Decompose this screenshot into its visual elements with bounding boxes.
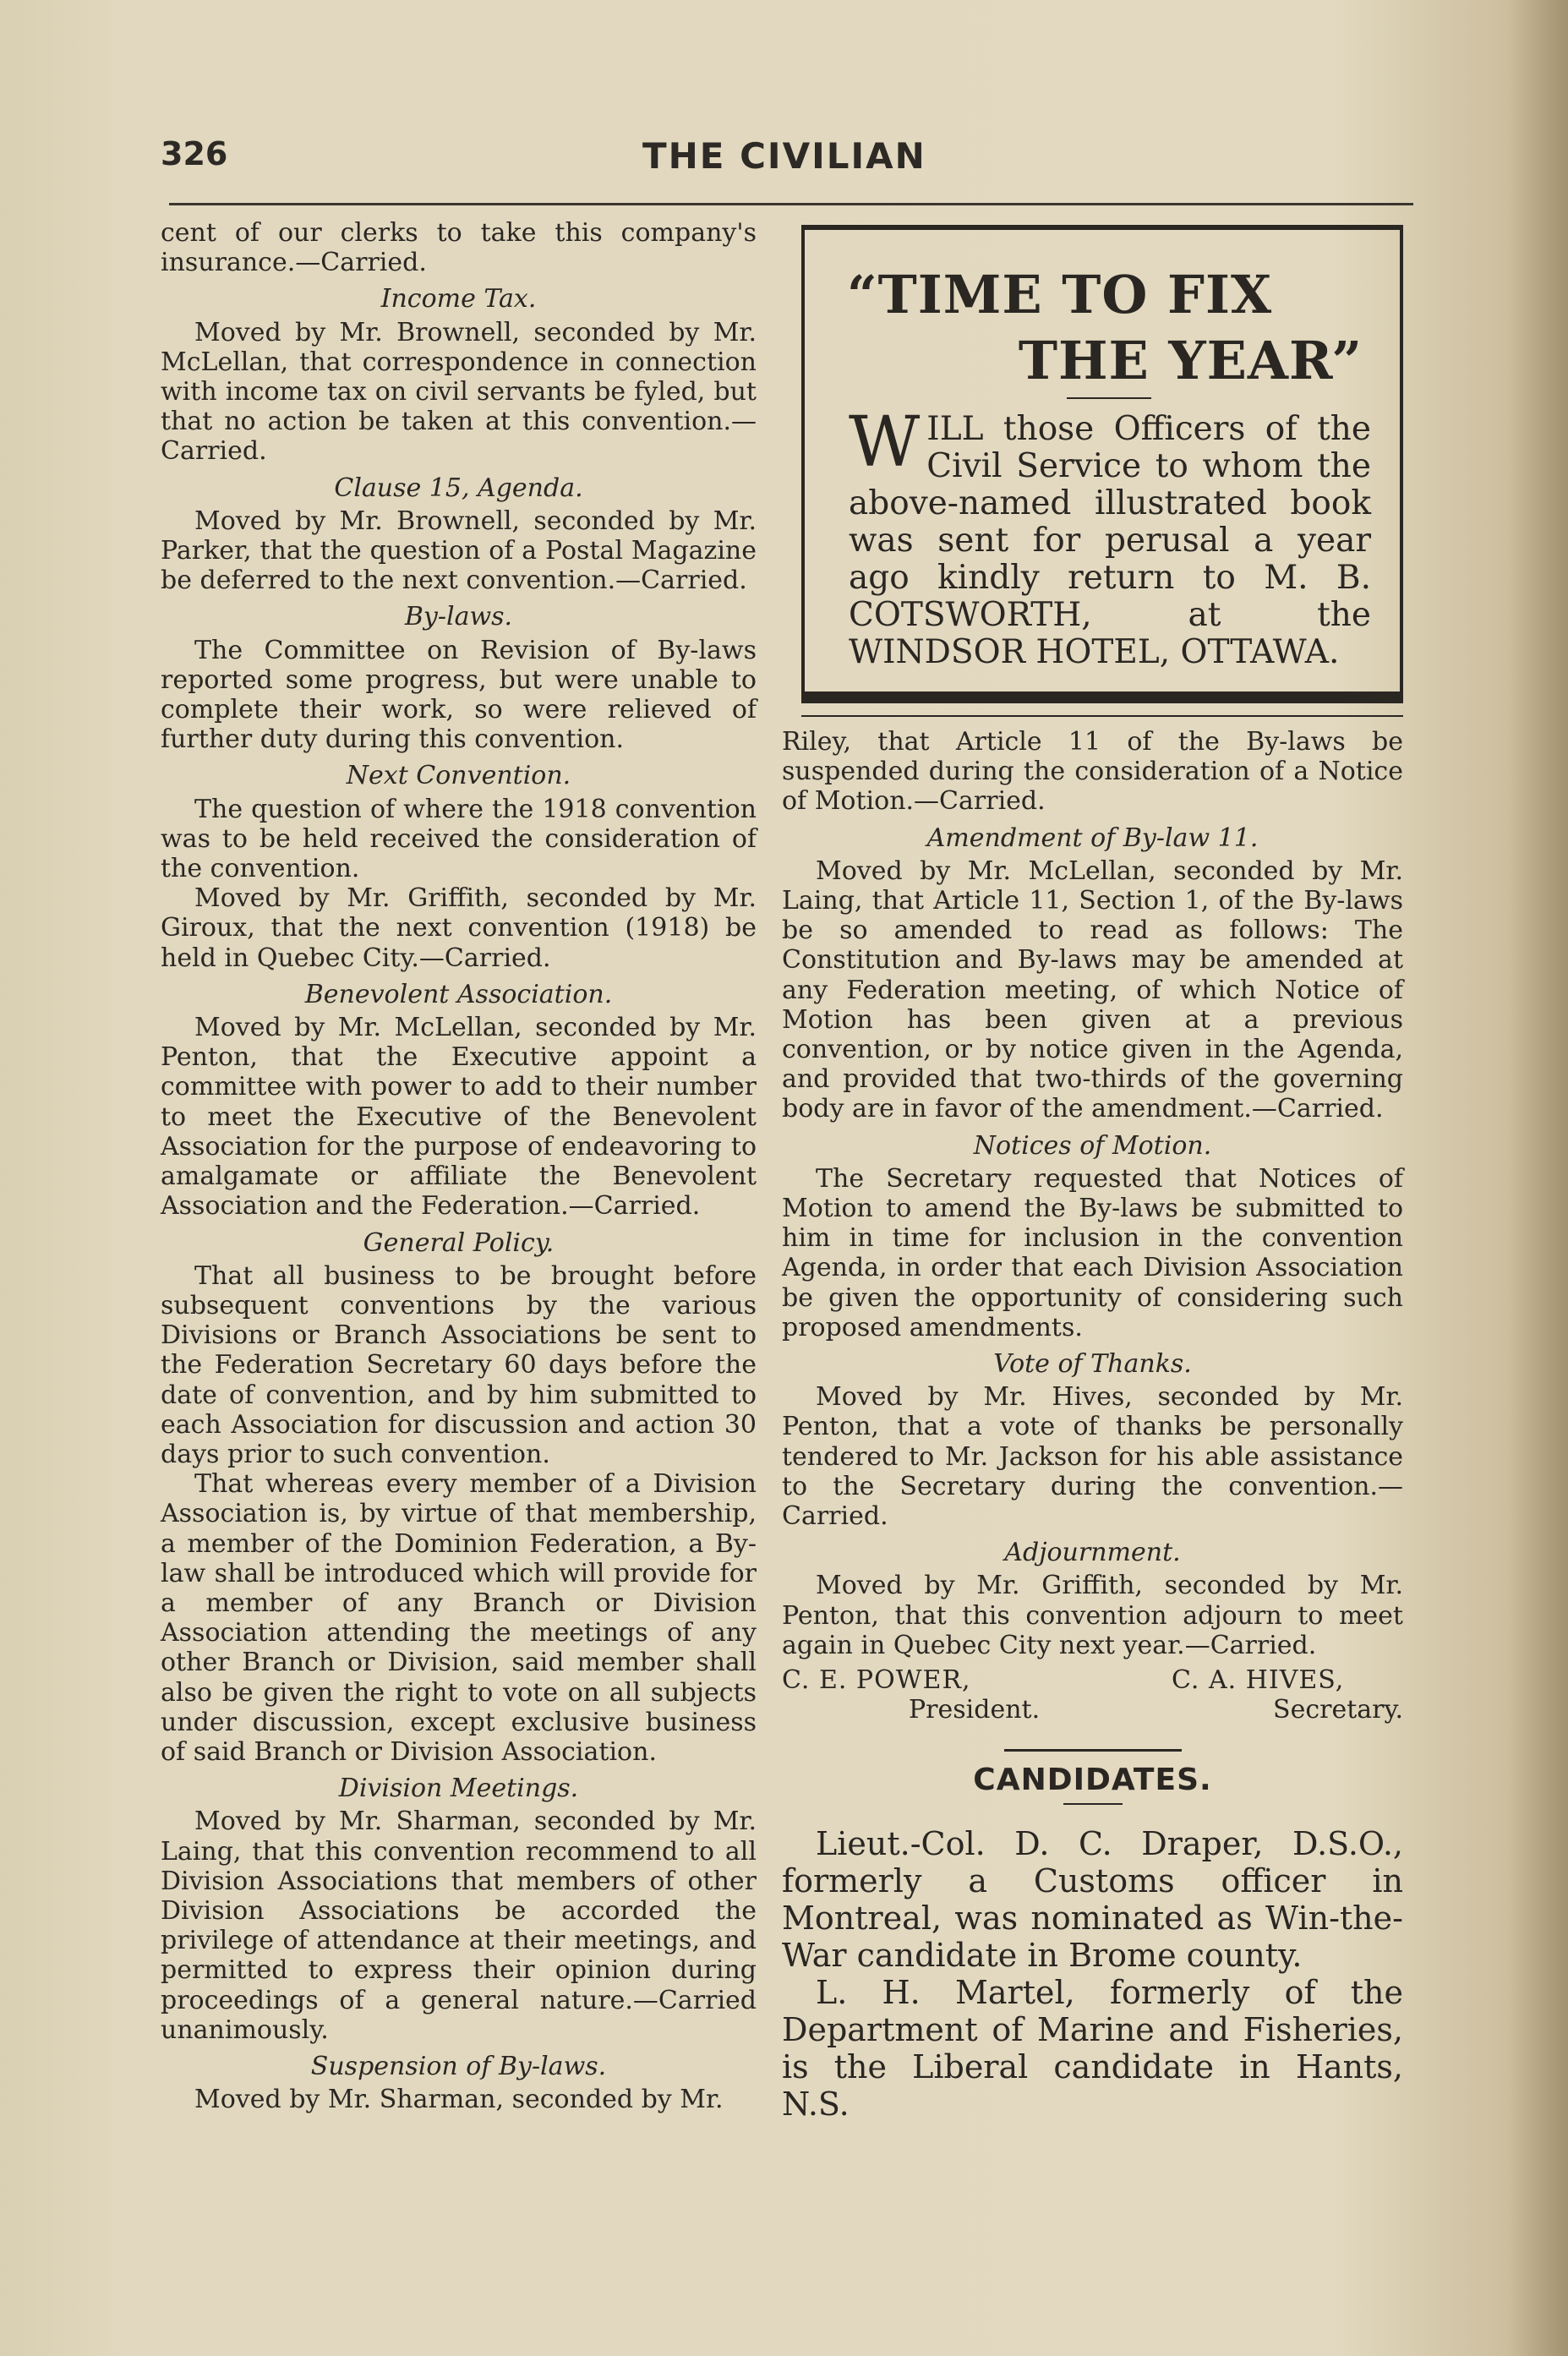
section-heading: Amendment of By-law 11. xyxy=(926,823,1259,853)
signature-title: Secretary. xyxy=(1273,1695,1403,1725)
advertisement-body xyxy=(849,402,1371,671)
section-heading: Benevolent Association. xyxy=(304,979,613,1009)
paragraph: Moved by Mr. Sharman, seconded by Mr. xyxy=(194,2085,724,2115)
section-heading: Notices of Motion. xyxy=(973,1130,1212,1161)
section-heading: Suspension of By-laws. xyxy=(310,2051,607,2081)
paragraph: cent of our clerks to take this company's insurance.—Carried. xyxy=(161,218,757,278)
section-heading: Vote of Thanks. xyxy=(993,1349,1192,1380)
right-column xyxy=(782,727,1403,2123)
paragraph: Lieut.-Col. D. C. Draper, D.S.O., formerly a Customs officer in Montreal, was nominated as Win-the-War candidate in Brome county. xyxy=(782,1824,1403,1974)
advertisement-rule xyxy=(1067,397,1151,399)
paragraph: Moved by Mr. Griffith, seconded by Mr. Penton, that this convention adjourn to meet again in Quebec City next year.—Carried. xyxy=(782,1571,1403,1660)
section-rule xyxy=(1004,1749,1182,1752)
paragraph: The question of where the 1918 convention was to be held received the consideration of the convention. xyxy=(161,794,757,884)
header-rule xyxy=(169,203,1413,205)
section-heading: By-laws. xyxy=(404,602,513,632)
section-rule xyxy=(1063,1803,1123,1805)
spine-shadow xyxy=(1509,0,1568,2356)
signature-president xyxy=(782,1665,1040,1725)
section-heading: Division Meetings. xyxy=(338,1774,579,1804)
advertisement-under-rule xyxy=(801,715,1403,717)
paragraph: Moved by Mr. Griffith, seconded by Mr. Giroux, that the next convention (1918) be held in Quebec City.—Carried. xyxy=(161,883,757,973)
left-column xyxy=(161,218,757,2114)
paragraph: Moved by Mr. Brownell, seconded by Mr. McLellan, that correspondence in connection with income tax on civil servants be fyled, but that no action be taken at this convention.—Carried. xyxy=(161,317,757,467)
advertisement-title-line: THE YEAR” xyxy=(1018,330,1363,391)
advertisement-box xyxy=(801,225,1403,703)
paragraph: Moved by Mr. McLellan, seconded by Mr. Penton, that the Executive appoint a committee with power to add to their number to meet the Executive of the Benevolent Association for the purpose of endeavoring to amalgamate or affiliate the Benevolent Association and the Federation.—Carried. xyxy=(161,1013,757,1222)
signature-name: C. E. POWER, xyxy=(782,1665,971,1696)
section-heading: Adjournment. xyxy=(1004,1538,1181,1568)
journal-title: THE CIVILIAN xyxy=(642,135,926,177)
signature-secretary xyxy=(1172,1665,1403,1725)
signature-row xyxy=(782,1665,1403,1725)
signature-title: President. xyxy=(909,1695,1041,1725)
section-heading: Next Convention. xyxy=(346,761,571,791)
section-heading: Clause 15, Agenda. xyxy=(334,473,583,503)
advertisement-text: ILL those Officers of the Civil Service to whom the above-named illustrated book was sent for perusal a year ago kindly return to M. B. COTSWORTH, at the WINDSOR HOTEL, OTTAWA. xyxy=(849,410,1371,671)
section-heading: General Policy. xyxy=(363,1227,555,1258)
paragraph: The Secretary requested that Notices of Motion to amend the By-laws be submitted to him in time for inclusion in the convention Agenda, in order that each Division Association be given the opportunity of considering such proposed amendments. xyxy=(782,1163,1403,1342)
candidates-body xyxy=(782,1825,1403,2123)
paragraph: The Committee on Revision of By-laws reported some progress, but were unable to complete their work, so were relieved of further duty during this convention. xyxy=(161,635,757,755)
advertisement-title xyxy=(847,262,1371,394)
advertisement-title-line: “TIME TO FIX xyxy=(847,264,1273,325)
paragraph: Riley, that Article 11 of the By-laws be suspended during the consideration of a Notice of Motion.—Carried. xyxy=(782,727,1403,817)
paragraph: L. H. Martel, formerly of the Department of Marine and Fisheries, is the Liberal candidate in Hants, N.S. xyxy=(782,1973,1403,2123)
paragraph: Moved by Mr. Brownell, seconded by Mr. Parker, that the question of a Postal Magazine be deferred to the next convention.—Carried. xyxy=(161,506,757,596)
paragraph: That whereas every member of a Division Association is, by virtue of that membership, a member of the Dominion Federation, a By-law shall be introduced which will provide for a member of any Branch or Division Association attending the meetings of any other Branch or Division, said member shall also be given the right to vote on all subjects under discussion, except exclusive business of said Branch or Division Association. xyxy=(161,1469,757,1767)
paragraph: Moved by Mr. McLellan, seconded by Mr. Laing, that Article 11, Section 1, of the By-laws be so amended to read as follows: The Constitution and By-laws may be amended at any Federation meeting, of which Notice of Motion has been given at a previous convention, or by notice given in the Agenda, and provided that two-thirds of the governing body are in favor of the amendment.—Carried. xyxy=(782,855,1403,1124)
signature-name: C. A. HIVES, xyxy=(1172,1665,1345,1696)
paragraph: Moved by Mr. Hives, seconded by Mr. Penton, that a vote of thanks be personally tendered to Mr. Jackson for his able assistance to the Secretary during the convention.—Carried. xyxy=(782,1382,1403,1532)
paragraph: Moved by Mr. Sharman, seconded by Mr. Laing, that this convention recommend to all Division Associations that members of other Division Associations be accorded the privilege of attendance at their meetings, and permitted to express their opinion during proceedings of a general nature.—Carried unanimously. xyxy=(161,1807,757,2045)
section-heading: Income Tax. xyxy=(380,284,537,314)
page-header xyxy=(161,135,1412,194)
paragraph: That all business to be brought before subsequent conventions by the various Divisions or Branch Associations be sent to the Federation Secretary 60 days before the date of convention, and by him submitted to each Association for discussion and action 30 days prior to such convention. xyxy=(161,1260,757,1469)
page-number: 326 xyxy=(161,135,228,172)
candidates-heading: CANDIDATES. xyxy=(973,1762,1212,1797)
drop-cap: W xyxy=(849,402,921,483)
